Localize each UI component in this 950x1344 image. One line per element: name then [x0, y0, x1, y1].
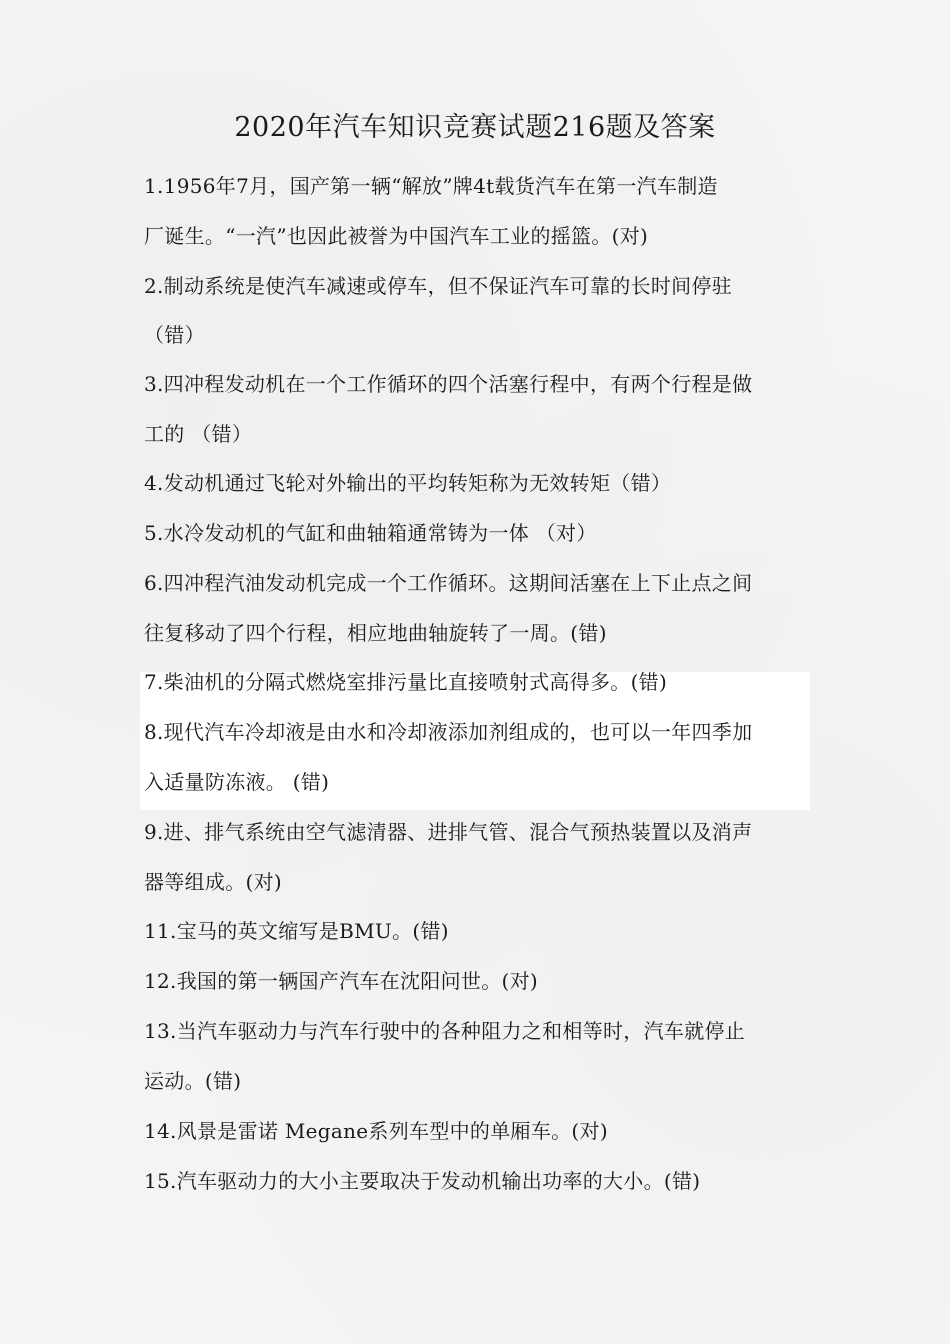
text-line: 器等组成。(对)	[144, 870, 283, 894]
text-line: 14.风景是雷诺 Megane系列车型中的单厢车。(对)	[144, 1119, 608, 1143]
page-title: 2020年汽车知识竞赛试题216题及答案	[234, 112, 716, 143]
text-line: 入适量防冻液。 (错)	[144, 770, 330, 794]
text-line: 运动。(错)	[144, 1069, 242, 1093]
text-line: 1.1956年7月，国产第一辆“解放”牌4t载货汽车在第一汽车制造	[144, 174, 718, 198]
text-line: 6.四冲程汽油发动机完成一个工作循环。这期间活塞在上下止点之间	[144, 571, 753, 595]
text-line: 12.我国的第一辆国产汽车在沈阳问世。(对)	[144, 969, 539, 993]
text-line: （错）	[144, 323, 205, 347]
text-line: 往复移动了四个行程，相应地曲轴旋转了一周。(错)	[144, 621, 607, 645]
text-line: 工的 （错）	[144, 422, 253, 446]
text-line: 11.宝马的英文缩写是BMU。(错)	[144, 919, 449, 943]
text-line: 9.进、排气系统由空气滤清器、进排气管、混合气预热装置以及消声	[144, 820, 753, 844]
text-line: 8.现代汽车冷却液是由水和冷却液添加剂组成的，也可以一年四季加	[144, 720, 753, 744]
text-line: 3.四冲程发动机在一个工作循环的四个活塞行程中，有两个行程是做	[144, 372, 753, 396]
text-line: 15.汽车驱动力的大小主要取决于发动机输出功率的大小。(错)	[144, 1169, 701, 1193]
text-line: 厂诞生。“一汽”也因此被誉为中国汽车工业的摇篮。(对)	[144, 224, 649, 248]
text-line: 2.制动系统是使汽车减速或停车，但不保证汽车可靠的长时间停驻	[144, 274, 733, 298]
text-line: 7.柴油机的分隔式燃烧室排污量比直接喷射式高得多。(错)	[144, 670, 668, 694]
text-line: 5.水冷发动机的气缸和曲轴箱通常铸为一体 （对）	[144, 521, 597, 545]
text-line: 13.当汽车驱动力与汽车行驶中的各种阻力之和相等时，汽车就停止	[144, 1019, 746, 1043]
text-line: 4.发动机通过飞轮对外输出的平均转矩称为无效转矩（错）	[144, 471, 672, 495]
